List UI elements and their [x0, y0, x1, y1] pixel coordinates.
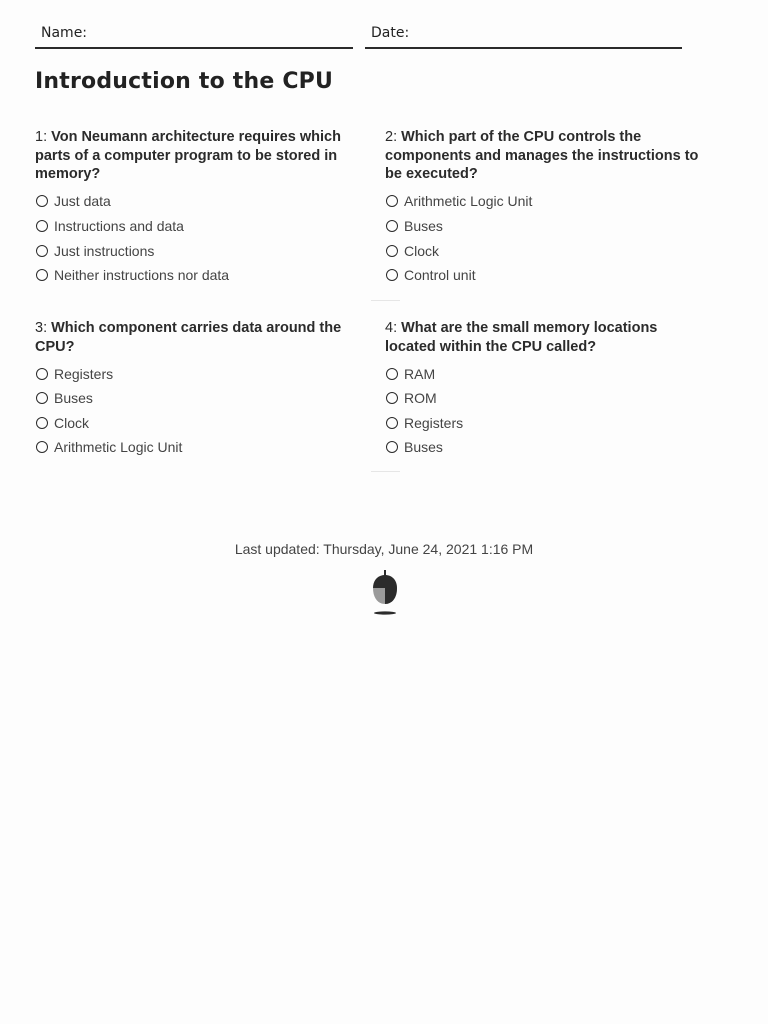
answer-options: [35, 361, 355, 459]
radio-button-icon[interactable]: [36, 220, 48, 232]
option-label: Buses: [404, 439, 443, 456]
option-label: RAM: [404, 365, 436, 382]
option-label: Just instructions: [54, 242, 155, 259]
answer-option[interactable]: [385, 411, 705, 436]
radio-button-icon[interactable]: [386, 195, 398, 207]
option-label: Registers: [404, 414, 464, 431]
answer-option[interactable]: [385, 238, 705, 263]
question-prompt: Which part of the CPU controls the components and manages the instructions to be executed?: [385, 129, 699, 183]
question-number: 2:: [385, 129, 398, 145]
name-field[interactable]: [35, 24, 353, 49]
date-field[interactable]: [365, 24, 682, 49]
question-text: [385, 128, 705, 184]
last-updated-text: Last updated: Thursday, June 24, 2021 1:16 PM: [234, 541, 534, 557]
divider: [371, 300, 400, 301]
radio-button-icon[interactable]: [36, 195, 48, 207]
radio-button-icon[interactable]: [386, 392, 398, 404]
question-text: [35, 128, 355, 184]
answer-option[interactable]: [385, 189, 705, 214]
question-text: [35, 319, 355, 356]
answer-option[interactable]: [35, 238, 355, 263]
question-4: [385, 319, 705, 460]
question-prompt: What are the small memory locations located within the CPU called?: [385, 320, 658, 355]
radio-button-icon[interactable]: [36, 245, 48, 257]
name-label: Name:: [41, 25, 88, 41]
radio-button-icon[interactable]: [36, 441, 48, 453]
option-label: Buses: [404, 218, 443, 234]
radio-button-icon[interactable]: [386, 245, 398, 257]
answer-option[interactable]: [35, 411, 355, 436]
radio-button-icon[interactable]: [386, 269, 398, 281]
radio-button-icon[interactable]: [386, 220, 398, 232]
answer-options: [385, 361, 705, 459]
question-number: 3:: [35, 320, 48, 336]
option-label: ROM: [404, 390, 437, 407]
answer-option[interactable]: [35, 263, 355, 288]
option-label: Arithmetic Logic Unit: [54, 439, 183, 456]
radio-button-icon[interactable]: [36, 417, 48, 429]
option-label: Control unit: [404, 267, 476, 284]
option-label: Neither instructions nor data: [54, 267, 230, 284]
answer-option[interactable]: [385, 263, 705, 288]
page-title: Introduction to the CPU: [35, 69, 334, 94]
divider: [371, 471, 400, 472]
question-number: 1:: [35, 129, 48, 145]
answer-option[interactable]: [385, 361, 705, 386]
option-label: Instructions and data: [54, 218, 184, 234]
option-label: Clock: [404, 242, 440, 259]
option-label: Just data: [54, 193, 111, 210]
question-number: 4:: [385, 320, 398, 336]
radio-button-icon[interactable]: [36, 368, 48, 380]
option-label: Arithmetic Logic Unit: [404, 193, 533, 210]
radio-button-icon[interactable]: [36, 269, 48, 281]
answer-options: [35, 189, 355, 287]
option-label: Registers: [54, 365, 114, 382]
radio-button-icon[interactable]: [386, 368, 398, 380]
answer-option[interactable]: [35, 361, 355, 386]
date-label: Date:: [371, 25, 410, 41]
answer-option[interactable]: [35, 386, 355, 411]
option-label: Buses: [54, 390, 93, 407]
acorn-icon: [370, 570, 400, 616]
option-label: Clock: [54, 414, 90, 431]
radio-button-icon[interactable]: [386, 441, 398, 453]
answer-option[interactable]: [385, 214, 705, 239]
answer-option[interactable]: [385, 435, 705, 460]
question-text: [385, 319, 705, 356]
question-prompt: Which component carries data around the CPU?: [35, 320, 342, 355]
radio-button-icon[interactable]: [36, 392, 48, 404]
question-prompt: Von Neumann architecture requires which parts of a computer program to be stored in memory?: [35, 129, 341, 183]
question-2: [385, 128, 705, 287]
question-3: [35, 319, 355, 460]
question-1: [35, 128, 355, 287]
answer-option[interactable]: [35, 435, 355, 460]
answer-option[interactable]: [35, 214, 355, 239]
answer-option[interactable]: [35, 189, 355, 214]
answer-options: [385, 189, 705, 287]
answer-option[interactable]: [385, 386, 705, 411]
radio-button-icon[interactable]: [386, 417, 398, 429]
